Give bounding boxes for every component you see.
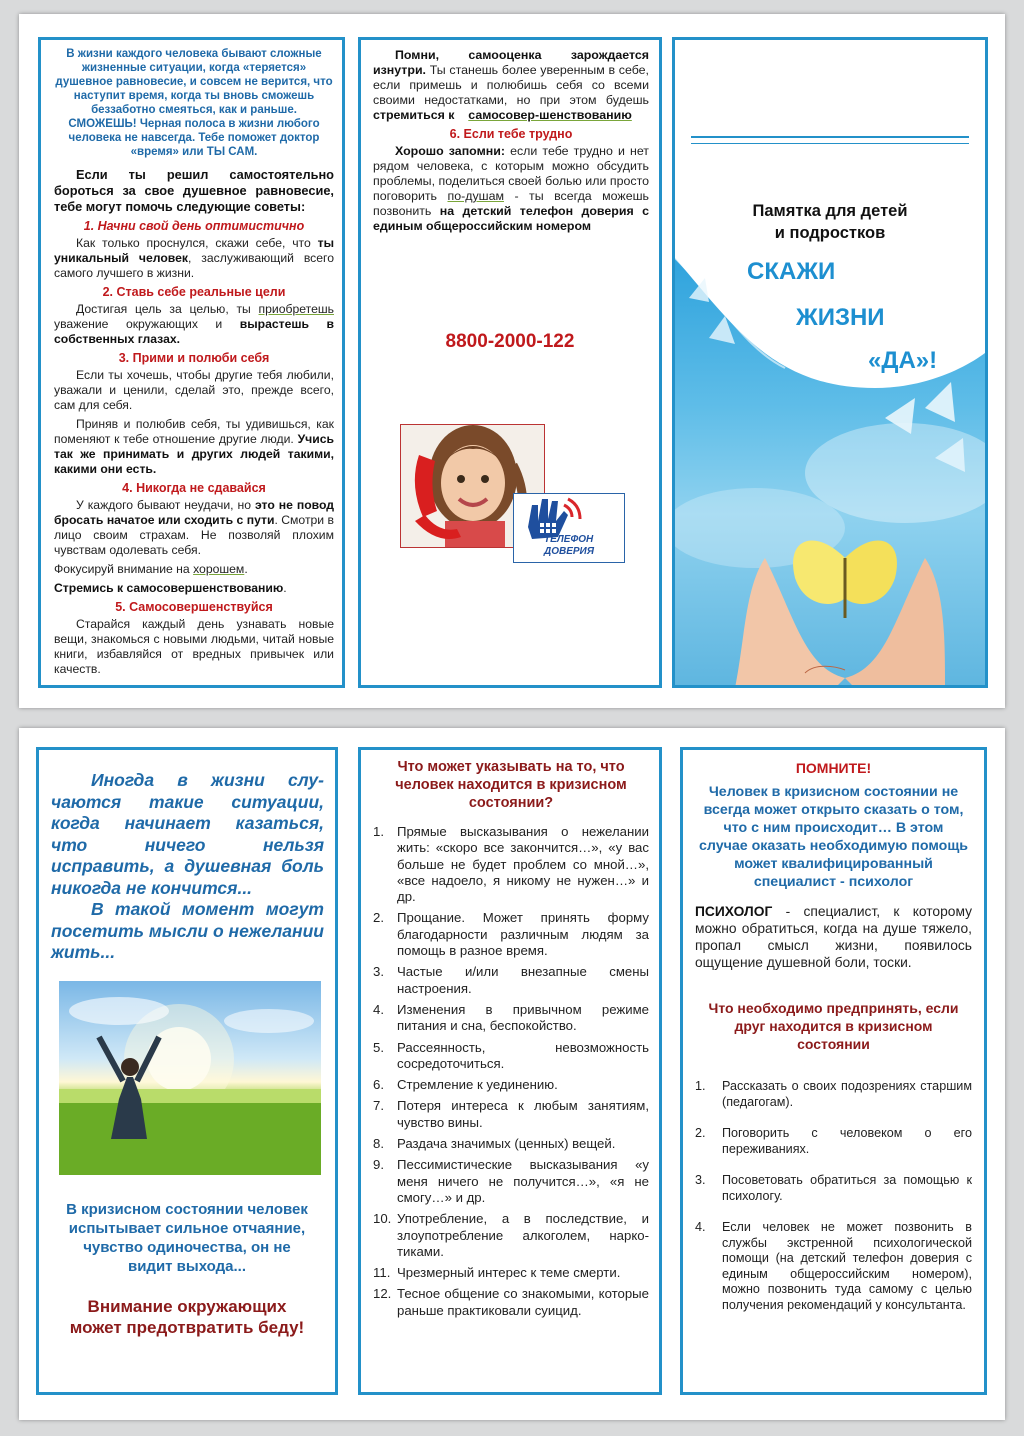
action-item-number: 3.	[695, 1173, 706, 1187]
logo-line-2: ДОВЕРИЯ	[544, 546, 595, 557]
cover-panel	[672, 37, 988, 688]
crisis-sign-item-text: Прощание. Может принять форму благодарности различным людям за помощь в разное время.	[397, 910, 649, 959]
crisis-sign-item-number: 7.	[373, 1098, 384, 1114]
brochure-inner-side	[19, 728, 1005, 1420]
cover-bottom-line	[691, 143, 969, 144]
action-item	[695, 1220, 972, 1313]
selfesteem-text: Помни, самооценка зарождается изнутри. Ты станешь более уверенным в себе, если примешь и полюбишь себя со всеми своими недостатками, но при этом будешь стремиться к самосовер-шенствованию	[373, 48, 649, 122]
phone-number[interactable]: 8800-2000-122	[445, 331, 575, 352]
crisis-sign-item	[373, 1157, 649, 1206]
remember-title: ПОМНИТЕ!	[795, 760, 872, 776]
action-item	[695, 1126, 972, 1157]
crisis-sign-item-text: Раздача значимых (ценных) вещей.	[397, 1136, 616, 1152]
tip-5-text: Старайся каждый день узнавать новые вещи, знакомься с новыми людьми, читай новые книги, избавляйся от вредных привычек или качеств.	[54, 617, 334, 676]
crisis-sign-item-number: 8.	[373, 1136, 384, 1152]
crisis-signs-title: Что может указывать на то, что человек находится в кризисном состоянии?	[395, 759, 627, 811]
tip-3-text-1: Если ты хочешь, чтобы другие тебя любили, уважали и ценили, сделай это, прежде всего, сам для себя.	[54, 368, 334, 412]
crisis-sign-item-number: 3.	[373, 964, 384, 980]
tips-panel	[38, 37, 345, 688]
crisis-sign-item-number: 10.	[373, 1211, 392, 1227]
tip-6-text: Хорошо запомни: если тебе трудно и нет рядом человека, с которым можно обсудить проблемы, поделиться своей болью или просто поговорить по-душам - ты всегда можешь позвонить на детский телефон доверия с единым общероссийским номером	[373, 144, 649, 233]
crisis-sign-item-text: Потеря интереса к любым занятиям, чувство вины.	[397, 1098, 649, 1130]
action-item-number: 1.	[695, 1079, 706, 1093]
intro-text: В жизни каждого человека бывают сложные жизненные ситуации, когда «теряется» душевное равновесие, и совсем не верится, что наступит время, когда ты вновь сможешь беззаботно смеяться, как и раньше.	[55, 48, 333, 116]
action-item-text: Рассказать о своих подозрениях старшим (педагогам).	[722, 1079, 972, 1109]
crisis-thoughts-text: В такой момент могут посетить мысли о нежелании жить...	[51, 899, 324, 962]
tip-4-title: 4. Никогда не сдавайся	[122, 481, 266, 495]
crisis-sign-item	[373, 824, 649, 905]
cover-top-line	[691, 136, 969, 138]
intro-text-2: СМОЖЕШЬ! Черная полоса в жизни любого человека не навсегда. Тебе поможет доктор «время» или ТЫ САМ.	[68, 118, 320, 158]
crisis-sign-item-number: 12.	[373, 1286, 392, 1302]
crisis-sign-item-number: 6.	[373, 1077, 384, 1093]
tip-4-text: У каждого бывают неудачи, но это не повод бросать начатое или сходить с пути. Смотри в лицо своим страхам. Не позволяй плохим чувствам одолевать себя.	[54, 498, 334, 557]
action-item-number: 4.	[695, 1220, 706, 1234]
crisis-sign-item	[373, 1098, 649, 1131]
brochure-outer-side	[19, 14, 1005, 708]
crisis-sign-item-number: 2.	[373, 910, 384, 926]
crisis-sign-item-number: 4.	[373, 1001, 384, 1017]
crisis-sign-item	[373, 1040, 649, 1073]
tip-4-focus: Фокусируй внимание на хорошем.	[54, 562, 248, 576]
slogan-line-1: СКАЖИ	[747, 258, 836, 285]
tip-1-text: Как только проснулся, скажи себе, что ты уникальный человек, заслуживающий всего самого лучшего в жизни.	[54, 236, 334, 280]
field-photo	[59, 981, 321, 1175]
crisis-sign-item-text: Чрезмерный интерес к теме смерти.	[397, 1265, 621, 1281]
attention-warning: Внимание окружающих может предотвратить беду!	[69, 1297, 305, 1337]
tip-2-title: 2. Ставь себе реальные цели	[102, 285, 286, 299]
action-item-number: 2.	[695, 1126, 706, 1140]
logo-line-1: ТЕЛЕФОН	[544, 534, 594, 545]
action-item	[695, 1079, 972, 1110]
action-item-text: Если человек не может позвонить в службы экстренной психологической помощи (на детский телефон доверия с единым общероссийским номером), можно позвонить туда самому с целью получения рекомендаций у консультанта.	[722, 1220, 972, 1312]
crisis-sign-item-text: Стремление к уединению.	[397, 1077, 558, 1093]
remember-text: Человек в кризисном состоянии не всегда может открыто сказать о том, что с ним происходит… В этом случае оказать необходимую помощь может квалифицированный специалист - психолог	[699, 784, 969, 890]
tips-lead: Если ты решил самостоятельно бороться за свое душевное равновесие, тебе могут помочь следующие советы:	[54, 167, 334, 214]
tip-5-title: 5. Самосовершенствуйся	[115, 600, 273, 614]
tip-1-title: 1. Начни свой день оптимистично	[83, 219, 305, 233]
cover-title: Памятка для детей и подростков	[752, 202, 908, 242]
crisis-sign-item	[373, 1286, 649, 1319]
slogan-line-2: ЖИЗНИ	[796, 304, 885, 331]
crisis-sign-item-text: Употребление, а в последствие, и злоупотребление алкоголем, нарко-тиками.	[397, 1211, 649, 1259]
crisis-sign-item-text: Прямые высказывания о нежелании жить: «скоро все закончится…», «у вас больше не будет проблем со мной…», «все надоело, я никому не нужен…» и др.	[397, 824, 649, 905]
crisis-feelings-text: В кризисном состоянии человек испытывает сильное отчаяние, чувство одиночества, он не видит выхода...	[66, 1201, 308, 1275]
crisis-sign-item	[373, 1136, 649, 1152]
selfesteem-panel	[358, 37, 662, 688]
action-list	[695, 1079, 972, 1313]
tip-2-text: Достигая цель за целью, ты приобретешь уважение окружающих и вырастешь в собственных глазах.	[54, 302, 334, 346]
action-item-text: Поговорить с человеком о его переживаниях.	[722, 1126, 972, 1156]
tip-3-title: 3. Прими и полюби себя	[118, 351, 270, 365]
crisis-sign-item	[373, 1002, 649, 1035]
crisis-sign-item-number: 1.	[373, 824, 384, 839]
crisis-sign-item-text: Рассеянность, невозможность сосредоточиться.	[397, 1039, 649, 1071]
action-item	[695, 1173, 972, 1204]
crisis-sign-item-text: Пессимистические высказывания «у меня ничего не получится…», «я не смогу…» и др.	[397, 1157, 649, 1205]
crisis-sign-item	[373, 964, 649, 997]
action-item-text: Посоветовать обратиться за помощью к психологу.	[722, 1173, 972, 1203]
psychologist-definition: ПСИХОЛОГ - специалист, к которому можно обратиться, когда на душе тяжело, пропал смысл жизни, появилось ощущение душевной боли, тоски.	[695, 904, 972, 970]
crisis-sign-item	[373, 1265, 649, 1281]
tip-6-title: 6. Если тебе трудно	[449, 127, 573, 141]
slogan-line-3: «ДА»!	[868, 347, 938, 374]
tip-4-strive: Стремись к самосовершенствованию.	[54, 581, 287, 595]
crisis-sign-item	[373, 910, 649, 959]
crisis-sign-item-number: 11.	[373, 1265, 391, 1281]
crisis-sign-item-number: 9.	[373, 1157, 384, 1173]
crisis-intro-panel	[36, 747, 338, 1395]
crisis-intro-text: Иногда в жизни слу-чаются такие ситуации, когда начинает казаться, что ничего нельзя исправить, а душевная боль никогда не кончится...	[51, 770, 324, 898]
crisis-sign-item-number: 5.	[373, 1039, 384, 1055]
crisis-sign-item	[373, 1077, 649, 1093]
tip-3-text-2: Приняв и полюбив себя, ты удивишься, как поменяют к тебе отношение другие люди. Учись так же принимать и других людей такими, какими они есть.	[54, 417, 334, 476]
helpline-logo	[513, 493, 625, 563]
remember-panel	[680, 747, 987, 1395]
crisis-signs-list	[373, 824, 649, 1319]
crisis-sign-item	[373, 1211, 649, 1260]
crisis-sign-item-text: Частые и/или внезапные смены настроения.	[397, 964, 649, 996]
crisis-signs-panel	[358, 747, 662, 1395]
action-title: Что необходимо предпринять, если друг находится в кризисном состоянии	[708, 1000, 959, 1052]
crisis-sign-item-text: Тесное общение со знакомыми, которые раньше практиковали суицид.	[397, 1286, 649, 1318]
crisis-sign-item-text: Изменения в привычном режиме питания и сна, беспокойство.	[397, 1001, 649, 1034]
